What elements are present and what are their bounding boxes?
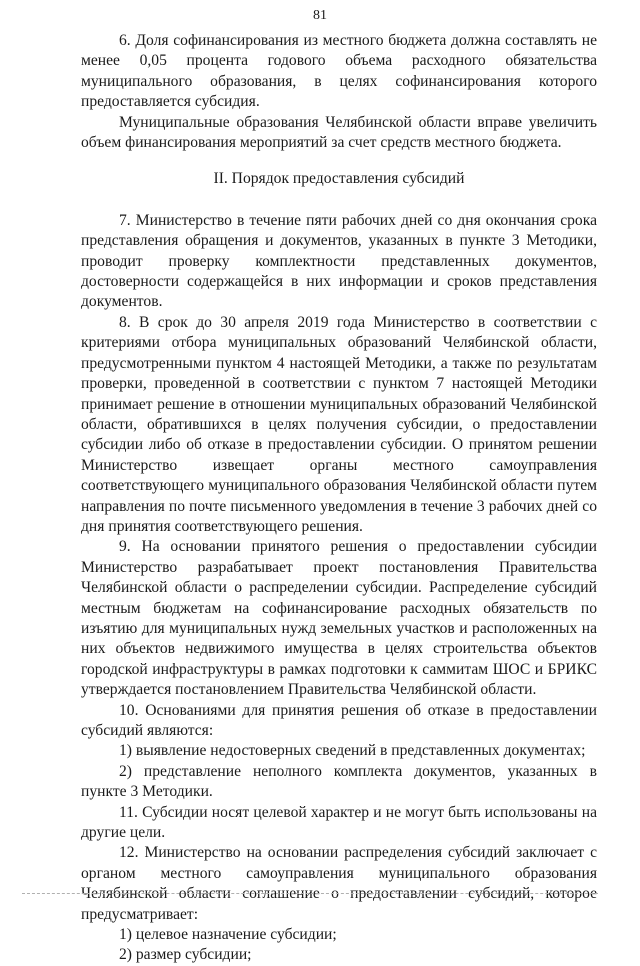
paragraph-10-item-1: 1) выявление недостоверных сведений в представленных документах; <box>119 742 586 760</box>
paragraph-10: 10. Основаниями для принятия решения об отказе в предоставлении субсидий являются: <box>81 701 597 739</box>
paragraph-12-item-2: 2) размер субсидии; <box>119 946 252 964</box>
paragraph-11: 11. Субсидии носят целевой характер и не могут быть использованы на другие цели. <box>81 803 597 842</box>
paragraph-7: 7. Министерство в течение пяти рабочих дней со дня окончания срока представления обращения и документов, указанных в пункте 3 Методики, проводит проверку комплектности представленных документов, достоверности содержащейся в них информации и сроков представления документов. <box>81 211 597 311</box>
document-body <box>81 31 597 966</box>
page-number: 81 <box>313 8 327 23</box>
bottom-divider <box>22 893 598 894</box>
paragraph-12-item-1: 1) целевое назначение субсидии; <box>119 926 337 944</box>
paragraph-6: 6. Доля софинансирования из местного бюджета должна составлять не менее 0,05 процента годового объема расходного обязательства муниципального образования, в целях софинансирования которого предоставляется субсидия. <box>81 32 597 111</box>
paragraph-10-item-2: 2) представление неполного комплекта документов, указанных в пункте 3 Методики. <box>81 762 597 801</box>
paragraph-8: 8. В срок до 30 апреля 2019 года Министерство в соответствии с критериями отбора муниципальных образований Челябинской области, предусмотренными пунктом 4 настоящей Методики, а также по результатам проверки, проведенной в соответствии с пунктом 7 настоящей Методики принимает решение в отношении муниципальных образований Челябинской области, обратившихся в целях получения субсидии, о предоставлении субсидии либо об отказе в предоставлении субсидии. О принятом решении Министерство извещает органы местного самоуправления соответствующего муниципального образования Челябинской области путем направления по почте письменного уведомления в течение 3 рабочих дней со дня принятия соответствующего решения. <box>81 313 597 535</box>
section-heading: II. Порядок предоставления субсидий <box>213 170 465 188</box>
paragraph-6-continuation: Муниципальные образования Челябинской области вправе увеличить объем финансирования мероприятий за счет средств местного бюджета. <box>81 113 597 152</box>
paragraph-9: 9. На основании принятого решения о предоставлении субсидии Министерство разрабатывает проект постановления Правительства Челябинской области о распределении субсидии. Распределение субсидий местным бюджетам на софинансирование расходных обязательств по изъятию для муниципальных нужд земельных участков и расположенных на них объектов недвижимого имущества в целях строительства объектов городской инфраструктуры в рамках подготовки к саммитам ШОС и БРИКС утверждается постановлением Правительства Челябинской области. <box>81 538 597 699</box>
paragraph-12: 12. Министерство на основании распределения субсидий заключает с органом местного самоуправления муниципального образования Челябинской области соглашение о предоставлении субсидий, которое предусматривает: <box>81 844 597 923</box>
